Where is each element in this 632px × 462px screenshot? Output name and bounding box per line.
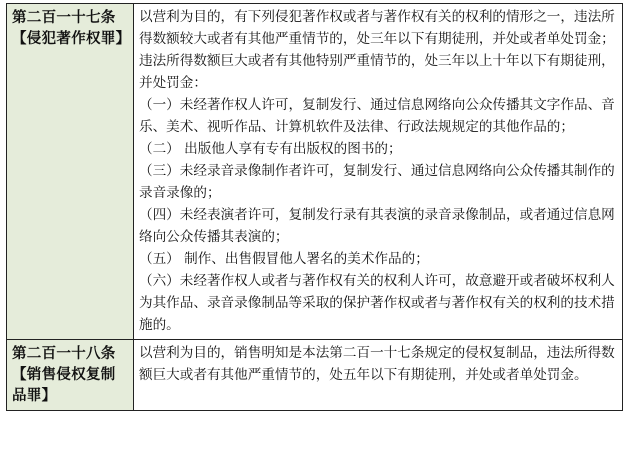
article-clause-2: （二） 出版他人享有专有出版权的图书的； [139,141,402,157]
article-clause-5: （五） 制作、出售假冒他人署名的美术作品的； [139,251,429,267]
article-number: 第二百一十八条 [12,346,116,362]
article-row-218 [7,340,623,411]
law-articles-table [6,3,623,411]
article-clause-3: （三）未经录音录像制作者许可，复制发行、通过信息网络向公众传播其制作的录音录像的； [139,163,615,201]
article-clause-4: （四）未经表演者许可，复制发行录有其表演的录音录像制品，或者通过信息网络向公众传播其表演的； [139,207,615,245]
article-content-cell [134,340,623,411]
crime-name: 【销售侵权复制品罪】 [12,367,116,404]
crime-name: 【侵犯著作权罪】 [12,31,131,47]
article-title-cell [7,340,134,411]
article-row-217 [7,4,623,340]
article-paragraph: 以营利为目的，销售明知是本法第二百一十七条规定的侵权复制品，违法所得数额巨大或者有其他严重情节的，处五年以下有期徒刑，并处或者单处罚金。 [139,345,615,383]
article-clause-1: （一）未经著作权人许可，复制发行、通过信息网络向公众传播其文字作品、音乐、美术、视听作品、计算机软件及法律、行政法规规定的其他作品的； [139,97,615,135]
article-title-cell [7,4,134,340]
article-clause-6: （六）未经著作权人或者与著作权有关的权利人许可，故意避开或者破坏权利人为其作品、录音录像制品等采取的保护著作权或者与著作权有关的权利的技术措施的。 [139,273,615,333]
article-content-cell [134,4,623,340]
article-number: 第二百一十七条 [12,10,116,26]
article-paragraph: 以营利为目的，有下列侵犯著作权或者与著作权有关的权利的情形之一，违法所得数额较大或者有其他严重情节的，处三年以下有期徒刑，并处或者单处罚金；违法所得数额巨大或者有其他特别严重情节的，处三年以上十年以下有期徒刑，并处罚金： [139,9,615,91]
